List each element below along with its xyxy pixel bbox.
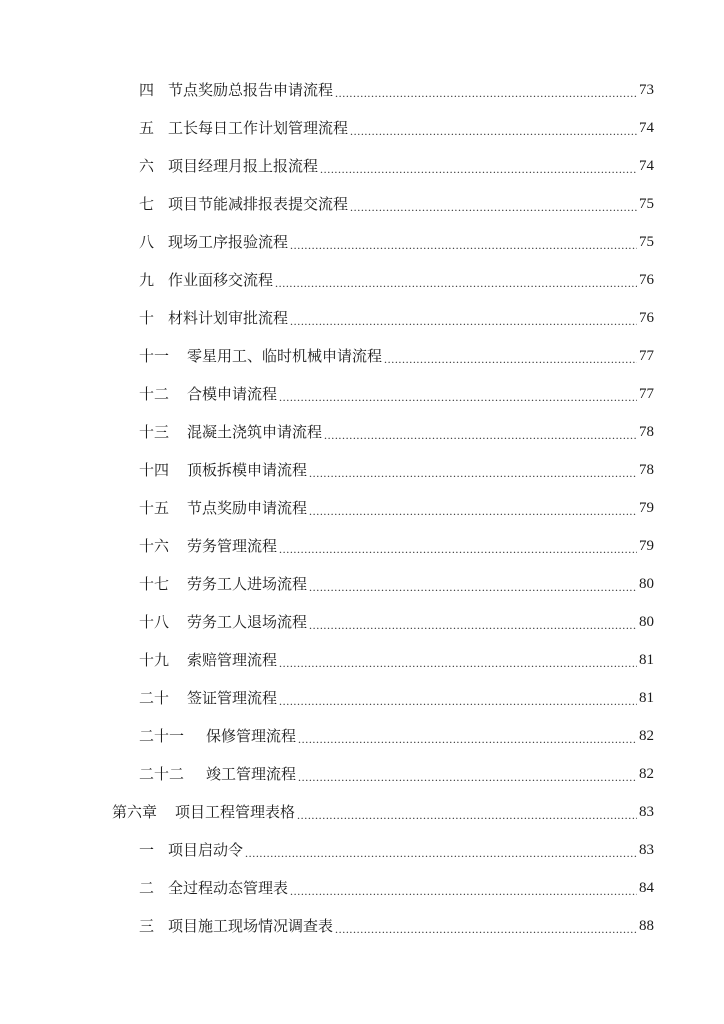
toc-entry[interactable] <box>0 679 724 717</box>
toc-entry-title: 保修管理流程 <box>206 727 297 745</box>
table-of-contents <box>0 71 724 945</box>
toc-entry-title: 项目施工现场情况调查表 <box>168 917 334 935</box>
toc-entry-title: 项目启动令 <box>168 841 244 859</box>
toc-entry-page: 83 <box>639 804 654 820</box>
toc-entry-title: 零星用工、临时机械申请流程 <box>187 347 383 365</box>
toc-entry-title: 现场工序报验流程 <box>168 233 289 251</box>
dot-leader <box>279 540 637 558</box>
toc-entry-title: 项目经理月报上报流程 <box>168 157 319 175</box>
dot-leader <box>298 730 637 748</box>
dot-leader <box>350 198 637 216</box>
toc-entry-number: 二十一 <box>139 727 185 745</box>
toc-entry-page: 88 <box>639 918 654 934</box>
toc-entry[interactable] <box>0 603 724 641</box>
toc-entry-number: 十四 <box>139 461 170 479</box>
dot-leader <box>309 578 637 596</box>
toc-entry[interactable] <box>0 375 724 413</box>
toc-entry-number: 九 <box>139 271 155 289</box>
toc-entry-page: 79 <box>639 538 654 554</box>
toc-entry[interactable] <box>0 185 724 223</box>
toc-entry-title: 工长每日工作计划管理流程 <box>168 119 349 137</box>
toc-entry[interactable] <box>0 831 724 869</box>
toc-entry[interactable] <box>0 489 724 527</box>
toc-entry-page: 73 <box>639 82 654 98</box>
toc-entry-title: 劳务工人退场流程 <box>187 613 308 631</box>
dot-leader <box>290 312 637 330</box>
toc-entry[interactable] <box>0 109 724 147</box>
toc-entry-page: 78 <box>639 424 654 440</box>
toc-entry-title: 作业面移交流程 <box>168 271 274 289</box>
toc-entry-page: 80 <box>639 576 654 592</box>
toc-entry-page: 81 <box>639 652 654 668</box>
dot-leader <box>309 502 637 520</box>
toc-entry-number: 一 <box>139 841 155 859</box>
toc-entry-title: 全过程动态管理表 <box>168 879 289 897</box>
toc-entry-page: 82 <box>639 728 654 744</box>
toc-entry-title: 混凝土浇筑申请流程 <box>187 423 323 441</box>
toc-entry-title: 签证管理流程 <box>187 689 278 707</box>
toc-entry-number: 八 <box>139 233 155 251</box>
dot-leader <box>279 388 637 406</box>
dot-leader <box>309 616 637 634</box>
toc-entry-page: 77 <box>639 348 654 364</box>
toc-entry-number: 十三 <box>139 423 170 441</box>
toc-entry-number: 十八 <box>139 613 170 631</box>
toc-entry-number: 十七 <box>139 575 170 593</box>
toc-entry[interactable] <box>0 565 724 603</box>
toc-entry[interactable] <box>0 527 724 565</box>
toc-entry-title: 劳务管理流程 <box>187 537 278 555</box>
toc-entry-page: 83 <box>639 842 654 858</box>
dot-leader <box>245 844 637 862</box>
toc-entry-page: 80 <box>639 614 654 630</box>
toc-entry[interactable] <box>0 413 724 451</box>
dot-leader <box>335 920 637 938</box>
toc-chapter-title: 项目工程管理表格 <box>175 803 296 821</box>
toc-entry[interactable] <box>0 223 724 261</box>
toc-entry-title: 材料计划审批流程 <box>168 309 289 327</box>
toc-entry[interactable] <box>0 71 724 109</box>
toc-entry-number: 十九 <box>139 651 170 669</box>
toc-entry-page: 81 <box>639 690 654 706</box>
dot-leader <box>275 274 637 292</box>
toc-entry-title: 竣工管理流程 <box>206 765 297 783</box>
toc-entry-number: 二十二 <box>139 765 185 783</box>
toc-entry-number: 二十 <box>139 689 170 707</box>
toc-entry-number: 十二 <box>139 385 170 403</box>
toc-entry-page: 77 <box>639 386 654 402</box>
dot-leader <box>350 122 637 140</box>
dot-leader <box>320 160 637 178</box>
toc-entry-page: 75 <box>639 196 654 212</box>
toc-entry-title: 节点奖励申请流程 <box>187 499 308 517</box>
toc-entry[interactable] <box>0 755 724 793</box>
toc-entry-number: 十一 <box>139 347 170 365</box>
dot-leader <box>384 350 637 368</box>
toc-entry-title: 合模申请流程 <box>187 385 278 403</box>
toc-chapter-entry[interactable] <box>0 793 724 831</box>
toc-entry-page: 75 <box>639 234 654 250</box>
toc-entry-title: 索赔管理流程 <box>187 651 278 669</box>
toc-entry-page: 82 <box>639 766 654 782</box>
dot-leader <box>290 882 637 900</box>
toc-entry-number: 三 <box>139 917 155 935</box>
toc-entry[interactable] <box>0 147 724 185</box>
dot-leader <box>297 806 637 824</box>
toc-entry[interactable] <box>0 337 724 375</box>
toc-entry[interactable] <box>0 641 724 679</box>
toc-entry[interactable] <box>0 907 724 945</box>
toc-entry-number: 十五 <box>139 499 170 517</box>
toc-entry-number: 十六 <box>139 537 170 555</box>
toc-entry-number: 十 <box>139 309 155 327</box>
toc-entry-page: 74 <box>639 120 654 136</box>
dot-leader <box>290 236 637 254</box>
dot-leader <box>309 464 637 482</box>
toc-entry[interactable] <box>0 869 724 907</box>
toc-entry[interactable] <box>0 451 724 489</box>
toc-entry-number: 二 <box>139 879 155 897</box>
toc-entry-number: 六 <box>139 157 155 175</box>
toc-entry[interactable] <box>0 717 724 755</box>
toc-entry-page: 79 <box>639 500 654 516</box>
toc-entry[interactable] <box>0 299 724 337</box>
toc-entry-title: 项目节能减排报表提交流程 <box>168 195 349 213</box>
toc-entry-title: 顶板拆模申请流程 <box>187 461 308 479</box>
dot-leader <box>298 768 637 786</box>
toc-entry-number: 五 <box>139 119 155 137</box>
dot-leader <box>279 654 637 672</box>
toc-entry-number: 四 <box>139 81 155 99</box>
toc-chapter-number: 第六章 <box>112 803 158 821</box>
toc-entry-number: 七 <box>139 195 155 213</box>
dot-leader <box>335 84 637 102</box>
toc-entry-title: 劳务工人进场流程 <box>187 575 308 593</box>
toc-entry-page: 76 <box>639 310 654 326</box>
dot-leader <box>324 426 637 444</box>
dot-leader <box>279 692 637 710</box>
toc-entry-page: 78 <box>639 462 654 478</box>
toc-entry[interactable] <box>0 261 724 299</box>
toc-entry-title: 节点奖励总报告申请流程 <box>168 81 334 99</box>
toc-entry-page: 74 <box>639 158 654 174</box>
toc-entry-page: 76 <box>639 272 654 288</box>
toc-entry-page: 84 <box>639 880 654 896</box>
